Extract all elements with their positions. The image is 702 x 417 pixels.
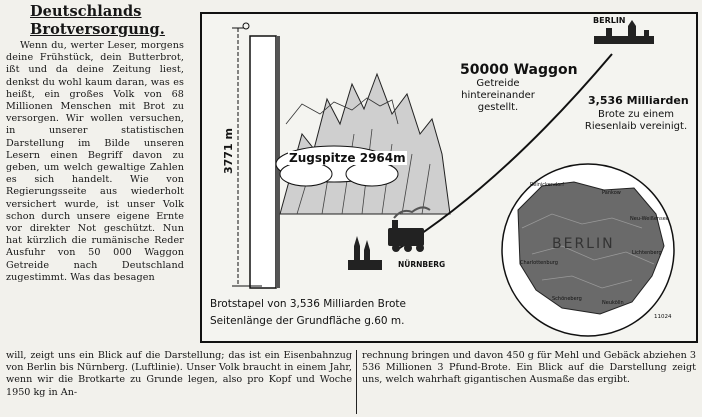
article-title: Deutschlands [30, 3, 142, 20]
map-label-pankow: Pankow [602, 190, 621, 196]
article-subtitle: Brotversorgung. [30, 21, 165, 38]
map-label-neukoelln: Neukölln [602, 300, 624, 306]
bread-statistics-illustration [200, 12, 698, 343]
brote-caption: Brote zu einem Riesenlaib vereinigt. [584, 109, 688, 132]
map-label-lichtenberg: Lichtenberg [632, 250, 662, 256]
waggon-caption: Getreide hintereinander gestellt. [461, 78, 535, 113]
tower-height-label: 3771 m [222, 128, 235, 174]
zugspitze-label: Zugspitze 2964m [289, 151, 406, 165]
waggon-count-label: 50000 Waggon [460, 62, 578, 78]
map-label-charlottenburg: Charlottenburg [520, 260, 558, 266]
artist-number: 11024 [654, 314, 672, 320]
berlin-label: BERLIN [593, 16, 626, 25]
base-side-caption: Seitenlänge der Grundfläche g.60 m. [210, 315, 405, 327]
column-divider [356, 350, 357, 414]
milliarden-label: 3,536 Milliarden [588, 94, 689, 107]
bread-stack-caption: Brotstapel von 3,536 Milliarden Brote [210, 298, 406, 310]
illustration-drawing [202, 14, 696, 341]
map-label-weissensee: Neu-Weißensee [630, 216, 669, 222]
nurnberg-skyline-icon [348, 236, 382, 270]
zugspitze-mountains [280, 74, 450, 214]
article-paragraph: Wenn du, werter Leser, morgens deine Frühstück, dein Butterbrot, ißt und da deine Zeitung liest, denkst du wohl kaum daran, was es heißt, ein großes Volk von 68 Millionen Menschen mit Brot zu versorgen. Wir wollen versuchen, in unserer statistischen Darstellung im Bilde unseren Lesern einen Begriff davon zu geben, um welch gewaltige Zahlen es sich handelt. Wie von Regierungsseite aus wiederholt versichert wurde, ist unser Volk schon durch unsere eigene Ernte vor direkter Not geschützt. Nun hat kürzlich die rumänische Reder Ausfuhr von 50 000 Waggon Getreide nach Deutschland zugestimmt. Was das besagen [6, 40, 184, 283]
bottom-text-right: rechnung bringen und davon 450 g für Mehl und Gebäck abziehen 3 536 Millionen 3 Pfund-Brote. Ein Blick auf die Darstellung zeigt uns, welch wahrhaft gigantischen Ausmaße das ergibt. [362, 350, 696, 386]
bread-stack-tower [250, 36, 276, 288]
nurnberg-label: NÜRNBERG [398, 260, 446, 269]
map-berlin-text: BERLIN [552, 236, 615, 252]
map-label-schoeneberg: Schöneberg [552, 296, 582, 302]
article-column [6, 4, 184, 350]
map-label-reinickendorf: Reinickendorf [530, 182, 565, 188]
bottom-text-left: will, zeigt uns ein Blick auf die Darstellung; das ist ein Eisenbahnzug von Berlin bis Nürnberg. (Luftlinie). Unser Volk braucht in einem Jahr, wenn wir die Brotkarte zu Grunde legen, also pro Kopf und Woche 1950 kg in An- [6, 350, 352, 398]
